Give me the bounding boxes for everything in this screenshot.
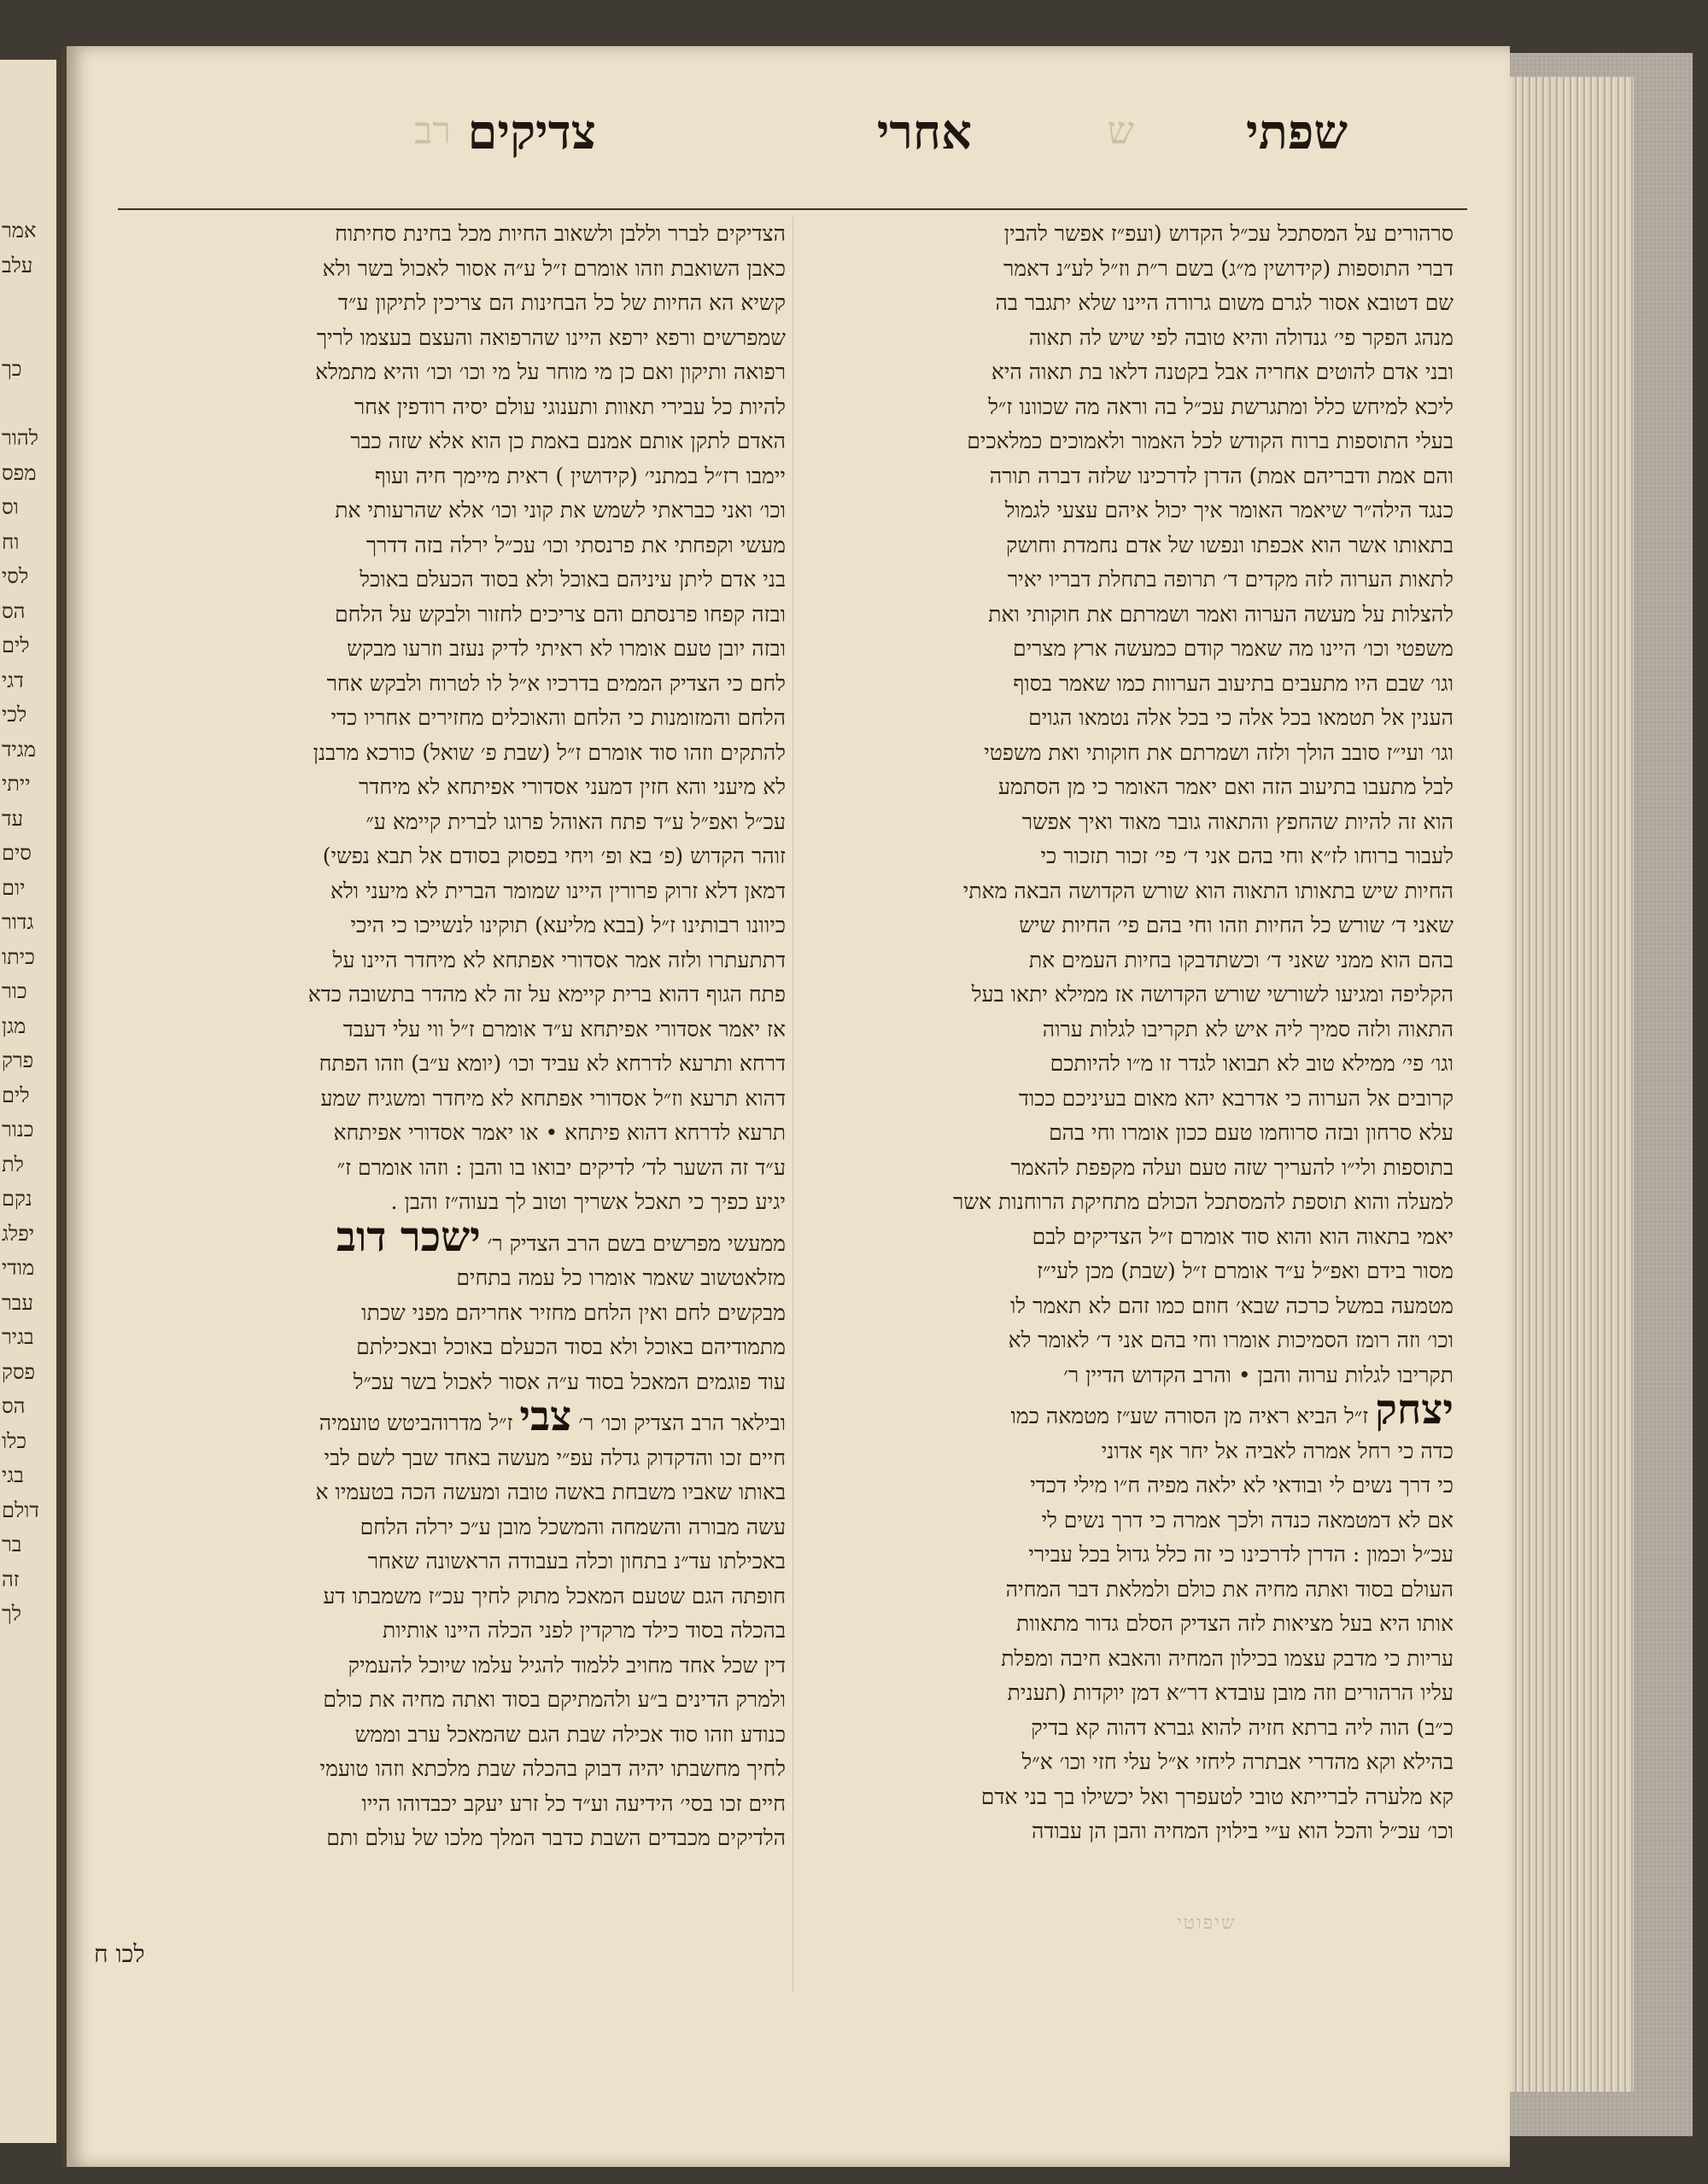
text-column-left [92,217,786,2044]
left-page-line: בגיר [2,1325,34,1349]
text-line: לחיך מחשבתו יהיה דבוק בהכלה שבת מלכתא וזהו טועמי [319,1756,786,1781]
left-page-line: פסק [2,1359,36,1384]
text-line: שם דטובא אסור לגרם משום גרורה היינו שלא יתגבר בה [995,290,1454,315]
text-line: חיים זכו בסי׳ הידיעה וע״ד כל זרע יעקב יכבדוהו הייו [361,1790,786,1816]
text-line: ממעשי מפרשים בשם הרב הצדיק ר׳ ישכר דוב [336,1212,786,1261]
faint-stamp: שיפוטי [1177,1912,1237,1934]
left-page-line: לים [2,634,30,657]
text-line: יצחק ז״ל הביא ראיה מן הסורה שע״ז מטמאה כמו [1010,1386,1454,1434]
text-line: כנודע וזהו סוד אכילה שבת הגם שהמאכל ערב וממש [354,1721,786,1747]
left-page-line [2,318,56,353]
left-page-line [2,283,56,318]
text-line: לתאות הערוה לזה מקדים ד׳ תרופה בתחלת דבריו יאיר [1007,567,1454,592]
text-line: ובילאר הרב הצדיק וכו׳ ר׳ צבי ז״ל מדרוהביטש טועמיה [319,1393,786,1440]
text-line: בני אדם ליתן עיניהם באוכל ולא בסוד הכעלם באוכל [360,567,786,592]
left-page-line: כיתו [2,944,35,969]
text-line: מנהג הפקר פי׳ גנדולה והיא טובה לפי שיש לה תאוה [1028,324,1454,350]
text-line: שמפרשים ורפא ירפא היינו שהרפואה והעצם בעצמו לריך [316,324,786,350]
text-line: ובני אדם להוטים אחריה אבל בקטנה דלאו בת תאוה היא [991,359,1454,384]
text-line: חיים זכו והדקדוק גדלה עפ״י מעשה באחד שבך לשם לבי [324,1445,786,1470]
text-line: מטמעה במשל כרכה שבא׳ חוזם כמו זהם לא תאמר לו [1010,1293,1454,1318]
text-line: דתתעתרו ולזה אמר אסדורי אפתחא לא מיחדר היינו על [332,947,786,972]
text-line: עריות כי מדבק עצמו בכילון המחיה והאבא חיבה ומפלת [1001,1645,1454,1671]
left-page-line: זה [2,1567,20,1591]
text-line: להתקים וזהו סוד אומרם ז״ל (שבת פ׳ שואל) כורכא מרבנן [313,739,786,765]
text-line: העולם בסוד ואתה מחיה את כולם ולמלאת דבר המחיה [1005,1576,1454,1602]
left-page-text [0,60,56,1632]
text-line: תרעא לדרחא דהוא פיתחא • או יאמר אסדורי אפיתחא [333,1120,786,1145]
left-page-line: ייתי [2,772,31,796]
left-page-line: דולם [2,1498,39,1522]
header-faint-mark-left: רב [414,109,451,153]
text-line: וגו׳ שבם היו מתעבים בתיעוב הערוות כמו שאמר בסוף [1013,670,1454,696]
text-line: באכילתו עד״נ בתחון וכלה בעבודה הראשונה שאחר [367,1549,786,1574]
text-line: מעשי וקפחתי את פרנסתי וכו׳ עכ״ל ירלה בזה דדרך [366,532,786,558]
text-line: למעלה והוא תוספת להמסתכל הכולם מתחיקת הרוחנות אשר [953,1189,1454,1214]
left-page-line: עבר [2,1290,33,1315]
text-line: ליכא למיחש כלל ומתגרשת עכ״ל בה וראה מה שכוונו ז״ל [988,394,1454,419]
text-line: החיות שיש בתאותו התאוה הוא שורש הקדושה הבאה מאתי [962,878,1454,903]
left-page-line: כור [2,979,27,1003]
text-line: והם אמת ודבריהם אמת) הדרן לדרכינו שלזה דברה תורה [989,463,1454,488]
text-line: כיוונו רבותינו ז״ל (בבא מליעא) תוקינו לנשייכו כי היכי [350,913,786,937]
text-line: לחם כי הצדיק הממים בדרכיו א״ל לו לטרוח ולבקש אחר [326,670,786,696]
text-line: עשה מבורה והשמחה והמשכל מובן ע״כ ירלה הלחם [360,1514,786,1539]
text-line: יימבו רז״ל במתני׳ (קידושין ) ראית מיימך חיה ועוף [374,463,786,488]
text-line: להצלות על מעשה הערוה ואמר ושמרתם את חוקותי ואת [988,601,1454,627]
text-line: דמאן דלא זרוק פרורין היינו שמומר הברית לא מיעני ולא [330,878,786,903]
left-page-line: בר [2,1533,22,1556]
left-page-line: נקם [2,1187,32,1211]
text-line: בהם הוא ממני שאני ד׳ וכשתדבקו בחיות העמים את [1028,947,1454,972]
header-rule [118,208,1467,210]
left-page-line: וח [2,529,20,554]
text-line: עכ״ל ואפ״ל ע״ד פתח האוהל פרוגו לברית קיימא ע״ [366,809,786,834]
text-line: כדה כי רחל אמרה לאביה אל יחר אף אדוני [1101,1438,1454,1463]
text-line: הוא זה להיות שהחפץ והתאוה גובר מאוד ואיך אפשר [1021,809,1454,834]
text-line: לא מיעני והא חזין דמעני אסדורי אפיתחא לא מיחדר [359,774,786,799]
left-page-line: מגיד [2,737,36,762]
text-line: יגיע כפיך כי תאכל אשריך וטוב לך בעוה״ז והבן . [390,1189,786,1214]
text-line: כי דרך נשים לי ובודאי לא ילאה מפיה ח״ו מילי דכדי [1030,1473,1454,1498]
text-line: מתמודיהם באוכל ולא בסוד הכעלם באוכל ובאכילתם [356,1334,786,1359]
text-line: ולמרק הדינים ב״ע ולהמתיקם בסוד ואתה מחיה את כולם [323,1687,786,1712]
highlighted-name: צבי [519,1393,572,1440]
text-line: תקריבו לגלות ערוה והבן • והרב הקדוש הדיין ר׳ [1063,1362,1454,1387]
text-line: הצדיקים לברר וללבן ולשאוב החיות מכל בחינת סחיתוח [335,221,786,246]
text-line: וגו׳ ועי״ז סובב הולך ולזה ושמרתם את חוקותי ואת משפטי [984,739,1454,765]
left-page-line: וס [2,495,19,519]
text-line: עלא סרחון ובזה סרוחמו טעם ככון אומרו וחי בהם [1049,1120,1454,1145]
text-line: אותו היא בעל מציאות לזה הצדיק הסלם גדור מתאוות [1016,1611,1454,1636]
text-line: מזלאטשוב שאמר אומרו כל עמה בתחים [456,1265,786,1290]
text-line: באותו שאביו משבחת באשה טובה ומעשה הכה בטעמיו א [315,1480,786,1504]
left-page-fragment [0,60,60,2143]
left-page-line: בגי [2,1463,24,1487]
text-line: ובזה קפחו פרנסתם והם צריכים לחזור ולבקש על הלחם [335,601,786,627]
left-page-line: כך [2,357,22,381]
page-stack-edge [1503,77,1634,2092]
text-line: שאני ד׳ שורש כל החיות וזהו וחי בהם פי׳ החיות שיש [1019,913,1454,937]
left-page-line: מגן [2,1013,26,1038]
left-page-line: יום [2,875,26,900]
text-line: יאמי בתאוה הוא והוא סוד אומרם ז״ל הצדיקים לבם [1032,1223,1454,1249]
text-line: בעלי התוספות ברוח הקודש לכל האמור ולאמוכים כמלאכים [967,429,1454,453]
text-line: הלחם והמזומנות כי הלחם והאוכלים מחזירים אחריו כדי [330,705,786,730]
left-page-line: לים [2,1083,30,1107]
text-line: עכ״ל וכמון : הדרן לדרכינו כי זה כלל גדול בכל עבירי [1028,1542,1454,1567]
text-line: מסור בידם ואפ״ל ע״ד אומרם ז״ל (שבת) מכן לעי״ז [1037,1258,1454,1283]
text-line: וכו׳ עכ״ל והכל הוא ע״י בילוין המחיה והבן הן עבודה [1031,1819,1454,1843]
text-line: קשיא הא החיות של כל הבחינות הם צריכין לתיקון ע״ד [337,290,786,315]
text-line: ע״ד זה השער לד׳ לדיקים יבואו בו והבן : וזהו אומרם ז״ [336,1154,786,1180]
text-line: הקליפה ומגיעו לשורשי שורש הקדושה אז ממילא יתאו בעל [971,982,1454,1007]
left-page-line: מודי [2,1256,35,1280]
text-line: קרובים אל הערוה כי אדרבא יהא מאום בעיניכם ככוד [1018,1085,1454,1111]
text-line: וכו׳ וזה רומז הסמיכות אומרו וחי בהם אני ד׳ לאומר לא [1008,1328,1454,1352]
text-line: כאבן השואבת וזהו אומרם ז״ל ע״ה אסור לאכול בשר ולא [322,255,786,281]
left-page-line: כלו [2,1428,27,1453]
left-page-line: לכי [2,703,27,727]
left-page-line: יפלג [2,1221,35,1246]
text-line: עליו הרהורים וזה מובן עובדא דר״א דמן יוקדות (תענית [1007,1680,1454,1705]
catchword: לכו ח [94,1940,145,1968]
text-line: הענין אל תטמאו בכל אלה כי בכל אלה נטמאו הגוים [1028,705,1454,730]
text-line: לעבור ברוחו לז״א וחי בהם אני ד׳ פי׳ זכור תזכור כי [1040,844,1454,868]
text-line: קא מלערה לברייתא טובי לטעפרך ואל יכשילו בך בני אדם [980,1784,1454,1809]
left-page-line: גדור [2,910,34,934]
running-header [391,104,1348,172]
text-line: וגו׳ פי׳ ממילא טוב לא תבואו לגדר זו מ״ו להיותכם [1050,1051,1454,1076]
text-line: פתח הגוף דהוא ברית קיימא על זה לא מהדר בתשובה כדא [307,982,786,1007]
text-column-right [803,217,1454,2044]
text-line: כנגד הילה״ר שיאמר האומר איך יכול איהם עצעי לגמול [1004,498,1454,523]
text-line: בתוספות ולי״ו להעריך שזה טעם ועלה מקפפת להאמר [1010,1154,1454,1180]
text-line: בתאותו אשר הוא אכפתו ונפשו של אדם נחמדת וחושק [1005,532,1454,558]
left-page-line: אמר [2,219,37,242]
text-line: בהכלה בסוד כילד מרקדין לפני הכלה היינו אותיות [383,1618,786,1643]
text-line: להיות כל עבירי תאוות ותענוגי עולם יסיה רודפין אחר [354,394,786,419]
text-line: דין שכל אחד מחויב ללמוד להגיל עלמו שיוכל להעמיק [348,1652,786,1678]
left-page-line: פרק [2,1048,34,1072]
left-page-line [2,387,56,422]
header-book-title-first: שפתי [1246,104,1348,161]
left-page-line: כנור [2,1118,34,1142]
header-book-title-second: צדיקים [467,104,596,161]
left-page-line: מפס [2,460,37,485]
left-page-line: להור [2,426,38,450]
text-line: אז יאמר אסדורי אפיתחא ע״ד אומרם ז״ל ווי עלי דעבד [342,1016,786,1042]
text-line: מבקשים לחם ואין הלחם מחזיר אחריהם מפני שכתו [361,1299,786,1325]
text-line: דברי התוספות (קידושין מ״ג) בשם ר״ת וז״ל לע״נ דאמר [1003,255,1454,281]
left-page-line: הס [2,599,26,623]
text-line: וכו׳ ואני כבראתי לשמש את קוני וכו׳ אלא שהרעותי את [335,498,786,523]
text-line: כ״ב) הוה ליה ברתא חזיה להוא גברא דהוה קא בדיק [1031,1714,1454,1740]
text-line: התאוה ולזה סמיך ליה איש לא תקריבו לגלות ערוה [1042,1016,1454,1042]
left-page-line: לת [2,1152,24,1177]
left-page-line: דגי [2,668,24,692]
left-page-line: עלב [2,253,33,277]
text-line: הלדיקים מכבדים השבת כדבר המלך מלכו של עולם ותם [326,1825,786,1850]
text-line: דהוא תרעא וז״ל אסדורי אפתחא לא מיחדר ומשגיח שמע [320,1085,786,1111]
text-line: האדם לתקן אותם אמנם באמת כן הוא אלא שזה כבר [350,429,786,453]
highlighted-name: ישכר דוב [336,1212,481,1261]
text-line: אם לא דמטמאה כנדה ולכך אמרה כי דרך נשים לי [1041,1507,1454,1533]
text-line: משפטי וכו׳ היינו מה שאמר קודם כמעשה ארץ מצרים [1013,636,1454,661]
left-page-line: הס [2,1394,26,1418]
text-line: דרחא ותרעא לדרחא לא עביד וכו׳ (יומא ע״ב) וזהו הפתח [319,1051,786,1076]
header-parasha: אחרי [876,104,972,161]
text-line: עוד פוגמים המאכל בסוד ע״ה אסור לאכול בשר עכ״ל [353,1369,786,1394]
main-page [61,46,1510,2167]
text-line: בהילא וקא מהדרי אבתרה ליחזי א״ל עלי חזי וכו׳ א״ל [1021,1749,1454,1774]
header-faint-mark-right: ש [1107,109,1134,153]
text-line: רפואה ותיקון ואם כן מי מוחר על מי וכו׳ וכו׳ והיא מתמלא [315,359,786,384]
text-line: זוהר הקדוש (פ׳ בא ופ׳ ויחי בפסוק בסודם אל תבא נפשי) [322,844,786,868]
left-page-line: סים [2,841,32,865]
left-page-line: לך [2,1602,22,1626]
text-line: סרהורים על המסתכל עכ״ל הקדוש (ועפ״ז אפשר להבין [1003,221,1454,246]
text-line: לבל מתעבו בתיעוב הזה ואם יאמר האומר כי מן הסתמע [997,774,1454,799]
highlighted-name: יצחק [1375,1386,1454,1434]
text-line: חופתה הגם שטעם המאכל מתוק לחיך עכ״ז משמבתו דע [323,1583,786,1609]
left-page-line: עד [2,806,24,831]
text-line: ובזה יובן טעם אומרו לא ראיתי לדיק נעזב וזרעו מבקש [347,636,786,661]
left-page-line: לסי [2,564,29,588]
